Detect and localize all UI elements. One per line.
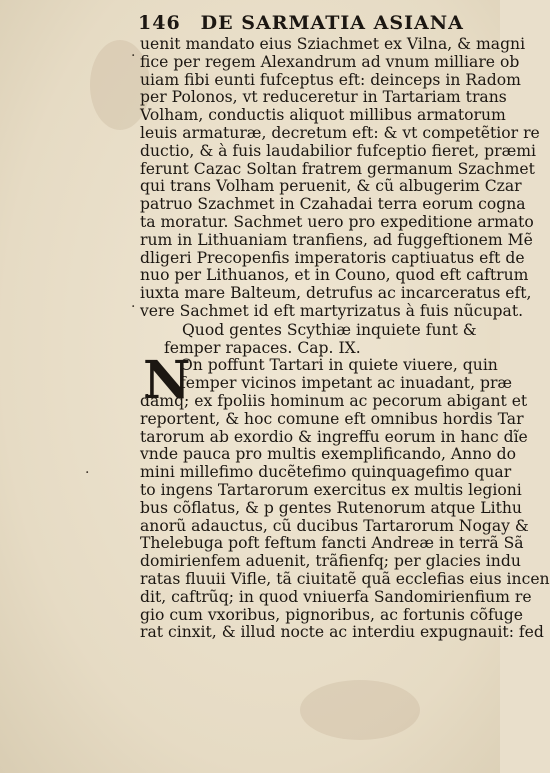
text-line: ta moratur. Sachmet uero pro expeditione armato xyxy=(140,212,534,231)
text-line: femper vicinos impetant ac inuadant, præ xyxy=(180,374,513,393)
margin-mark: · xyxy=(85,465,90,481)
text-line: to ingens Tartarorum exercitus ex multis legioni xyxy=(140,480,522,499)
text-line: bus cõflatus, & p gentes Rutenorum atque Lithu xyxy=(140,498,522,517)
text-line: Thelebuga poft feftum fancti Andreæ in terrã Sã xyxy=(140,534,524,553)
drop-cap-initial: N xyxy=(143,350,191,412)
text-line: ferunt Cazac Soltan fratrem germanum Szachmet xyxy=(140,159,535,178)
text-line: fice per regem Alexandrum ad vnum milliare ob xyxy=(140,52,520,71)
text-line: nuo per Lithuanos, et in Couno, quod eft caftrum xyxy=(140,266,529,285)
text-line: tarorum ab exordio & ingreffu eorum in hanc dĩe xyxy=(140,427,528,446)
text-line: Volham, conductis aliquot millibus armatorum xyxy=(140,106,506,125)
page-number: 146 xyxy=(138,12,181,34)
text-line: vere Sachmet id eft martyrizatus à fuis nũcupat. xyxy=(140,301,524,320)
margin-mark: · xyxy=(131,48,136,64)
chapter-paragraph xyxy=(140,350,550,642)
text-line: domirienfem aduenit, trãfienfq; per glacies indu xyxy=(140,552,521,571)
chapter-heading xyxy=(140,322,485,358)
text-line: anorũ adauctus, cũ ducibus Tartarorum Nogay & xyxy=(140,516,529,535)
text-line: damq; ex fpoliis hominum ac pecorum abigant et xyxy=(140,391,528,410)
text-line: ratas fluuii Vifle, tã ciuitatẽ quã ecclefias eius incen xyxy=(140,569,550,588)
text-line: mini millefimo ducẽtefimo quinquagefimo quar xyxy=(140,463,512,482)
text-line: iuxta mare Balteum, detrufus ac incarceratus eft, xyxy=(140,284,532,303)
paragraph-after xyxy=(140,350,550,642)
text-line: dit, caftrũq; in quod vniuerfa Sandomirienfium re xyxy=(140,587,532,606)
text-line: On poffunt Tartari in quiete viuere, quin xyxy=(180,356,498,375)
text-line: reportent, & hoc comune eft omnibus hordis Tar xyxy=(140,409,524,428)
text-line: patruo Szachmet in Czahadai terra eorum cogna xyxy=(140,195,526,214)
text-line: rum in Lithuaniam tranfiens, ad fuggeftionem Mẽ xyxy=(140,230,533,249)
text-block xyxy=(140,35,550,642)
text-line: leuis armaturæ, decretum eft: & vt competẽtior re xyxy=(140,123,540,142)
text-line: uiam fibi eunti fufceptus eft: deinceps in Radom xyxy=(140,70,521,89)
text-line: rat cinxit, & illud nocte ac interdiu expugnauit: fed xyxy=(140,623,544,642)
paragraph-before xyxy=(140,35,540,321)
text-line: uenit mandato eius Sziachmet ex Vilna, & magni xyxy=(140,35,526,53)
text-line: qui trans Volham peruenit, & cũ albugerim Czar xyxy=(140,177,522,196)
running-title: DE SARMATIA ASIANA xyxy=(200,12,464,34)
text-line: ductio, & à fuis laudabilior fufceptio fieret, præmi xyxy=(140,141,537,160)
text-line: vnde pauca pro multis exemplificando, Anno do xyxy=(140,445,516,464)
chapter-heading-line: femper rapaces. Cap. IX. xyxy=(164,338,361,357)
running-head xyxy=(138,12,468,36)
margin-mark: · xyxy=(131,299,136,315)
paper-stain xyxy=(300,680,420,740)
text-line: dligeri Precopenfis imperatoris captiuatus eft de xyxy=(140,248,525,267)
chapter-heading-line: Quod gentes Scythiæ inquiete funt & xyxy=(182,320,477,339)
text-line: gio cum vxoribus, pignoribus, ac fortunis cõfuge xyxy=(140,605,524,624)
text-line: per Polonos, vt reduceretur in Tartariam trans xyxy=(140,88,507,107)
